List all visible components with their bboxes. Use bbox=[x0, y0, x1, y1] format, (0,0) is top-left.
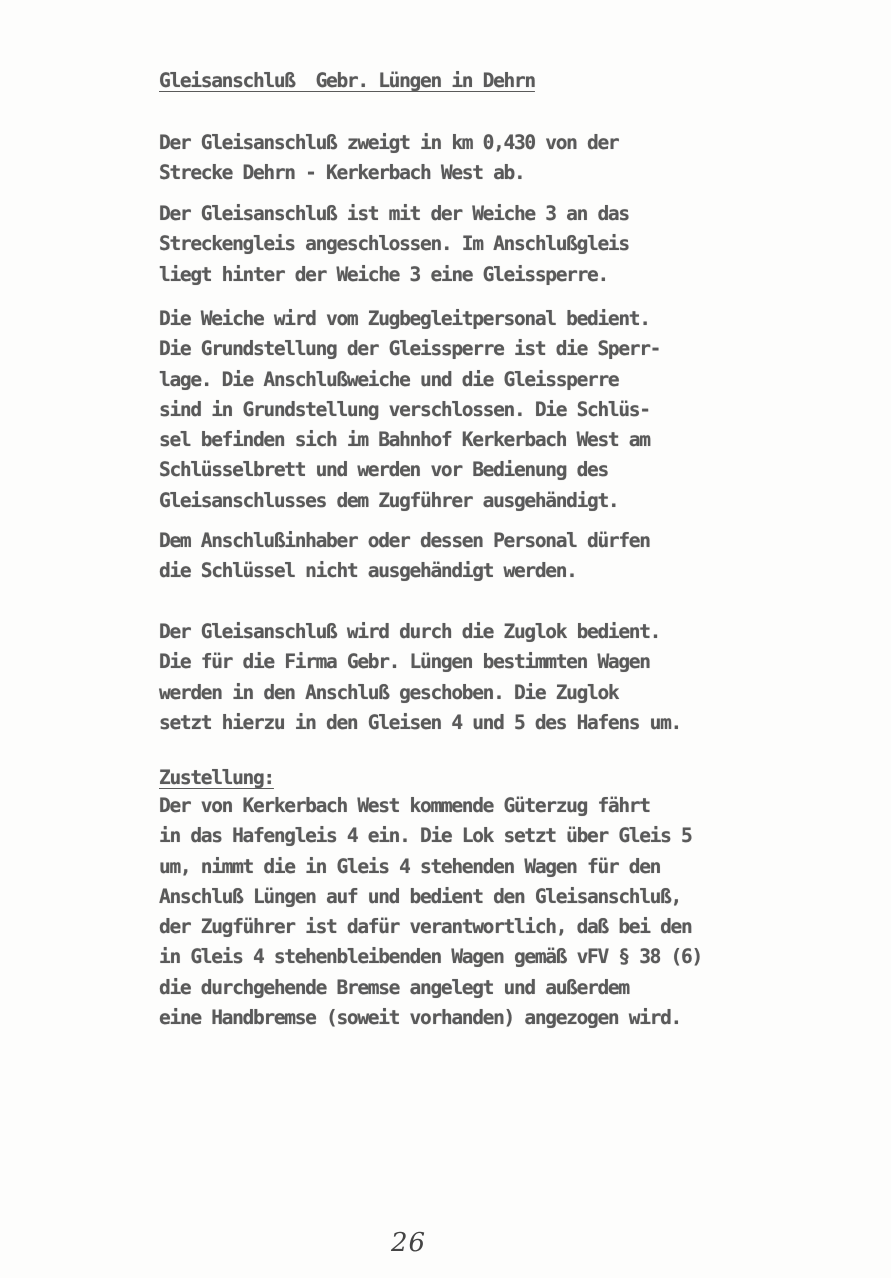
text-line: Anschluß Lüngen auf und bedient den Gleisanschluß, bbox=[159, 884, 682, 908]
document-title: Gleisanschluß Gebr. Lüngen in Dehrn bbox=[159, 69, 535, 92]
paragraph-4 bbox=[159, 526, 859, 587]
text-line: Schlüsselbrett und werden vor Bedienung des bbox=[159, 458, 608, 482]
text-line: in das Hafengleis 4 ein. Die Lok setzt über Gleis 5 bbox=[159, 824, 692, 848]
text-line: die Schlüssel nicht ausgehändigt werden. bbox=[159, 559, 577, 583]
text-line: setzt hierzu in den Gleisen 4 und 5 des Hafens um. bbox=[159, 710, 682, 734]
paragraph-2 bbox=[159, 199, 859, 290]
paragraph-3 bbox=[159, 304, 859, 516]
text-line: Die für die Firma Gebr. Lüngen bestimmten Wagen bbox=[159, 650, 650, 674]
text-line: Die Weiche wird vom Zugbegleitpersonal bedient. bbox=[159, 307, 650, 330]
text-line: eine Handbremse (soweit vorhanden) angezogen wird. bbox=[159, 1006, 682, 1030]
text-line: Strecke Dehrn - Kerkerbach West ab. bbox=[159, 161, 525, 185]
text-line: in Gleis 4 stehenbleibenden Wagen gemäß vFV § 38 (6) bbox=[159, 945, 702, 969]
paragraph-1 bbox=[159, 128, 859, 189]
paragraph-5 bbox=[159, 617, 859, 738]
text-line: Gleisanschlusses dem Zugführer ausgehändigt. bbox=[159, 488, 619, 512]
text-line: Streckengleis angeschlossen. Im Anschlußgleis bbox=[159, 232, 629, 256]
page-number: 26 bbox=[391, 1228, 427, 1258]
text-line: Der von Kerkerbach West kommende Güterzug fährt bbox=[159, 794, 650, 817]
text-line: die durchgehende Bremse angelegt und außerdem bbox=[159, 975, 629, 999]
text-line: Die Grundstellung der Gleissperre ist die Sperr- bbox=[159, 337, 661, 361]
section-heading: Zustellung: bbox=[159, 766, 274, 789]
text-line: Dem Anschlußinhaber oder dessen Personal dürfen bbox=[159, 529, 650, 552]
text-line: sel befinden sich im Bahnhof Kerkerbach West am bbox=[159, 428, 650, 452]
text-line: Der Gleisanschluß ist mit der Weiche 3 an das bbox=[159, 202, 629, 225]
text-line: der Zugführer ist dafür verantwortlich, daß bei den bbox=[159, 915, 692, 939]
text-line: werden in den Anschluß geschoben. Die Zuglok bbox=[159, 680, 619, 704]
text-line: Der Gleisanschluß wird durch die Zuglok bedient. bbox=[159, 620, 661, 643]
text-line: sind in Grundstellung verschlossen. Die Schlüs- bbox=[159, 397, 650, 421]
text-line: liegt hinter der Weiche 3 eine Gleissperre. bbox=[159, 262, 608, 286]
paragraph-6 bbox=[159, 791, 859, 1033]
text-line: Der Gleisanschluß zweigt in km 0,430 von der bbox=[159, 131, 619, 154]
text-line: lage. Die Anschlußweiche und die Gleissperre bbox=[159, 367, 619, 391]
text-line: um, nimmt die in Gleis 4 stehenden Wagen für den bbox=[159, 854, 661, 878]
